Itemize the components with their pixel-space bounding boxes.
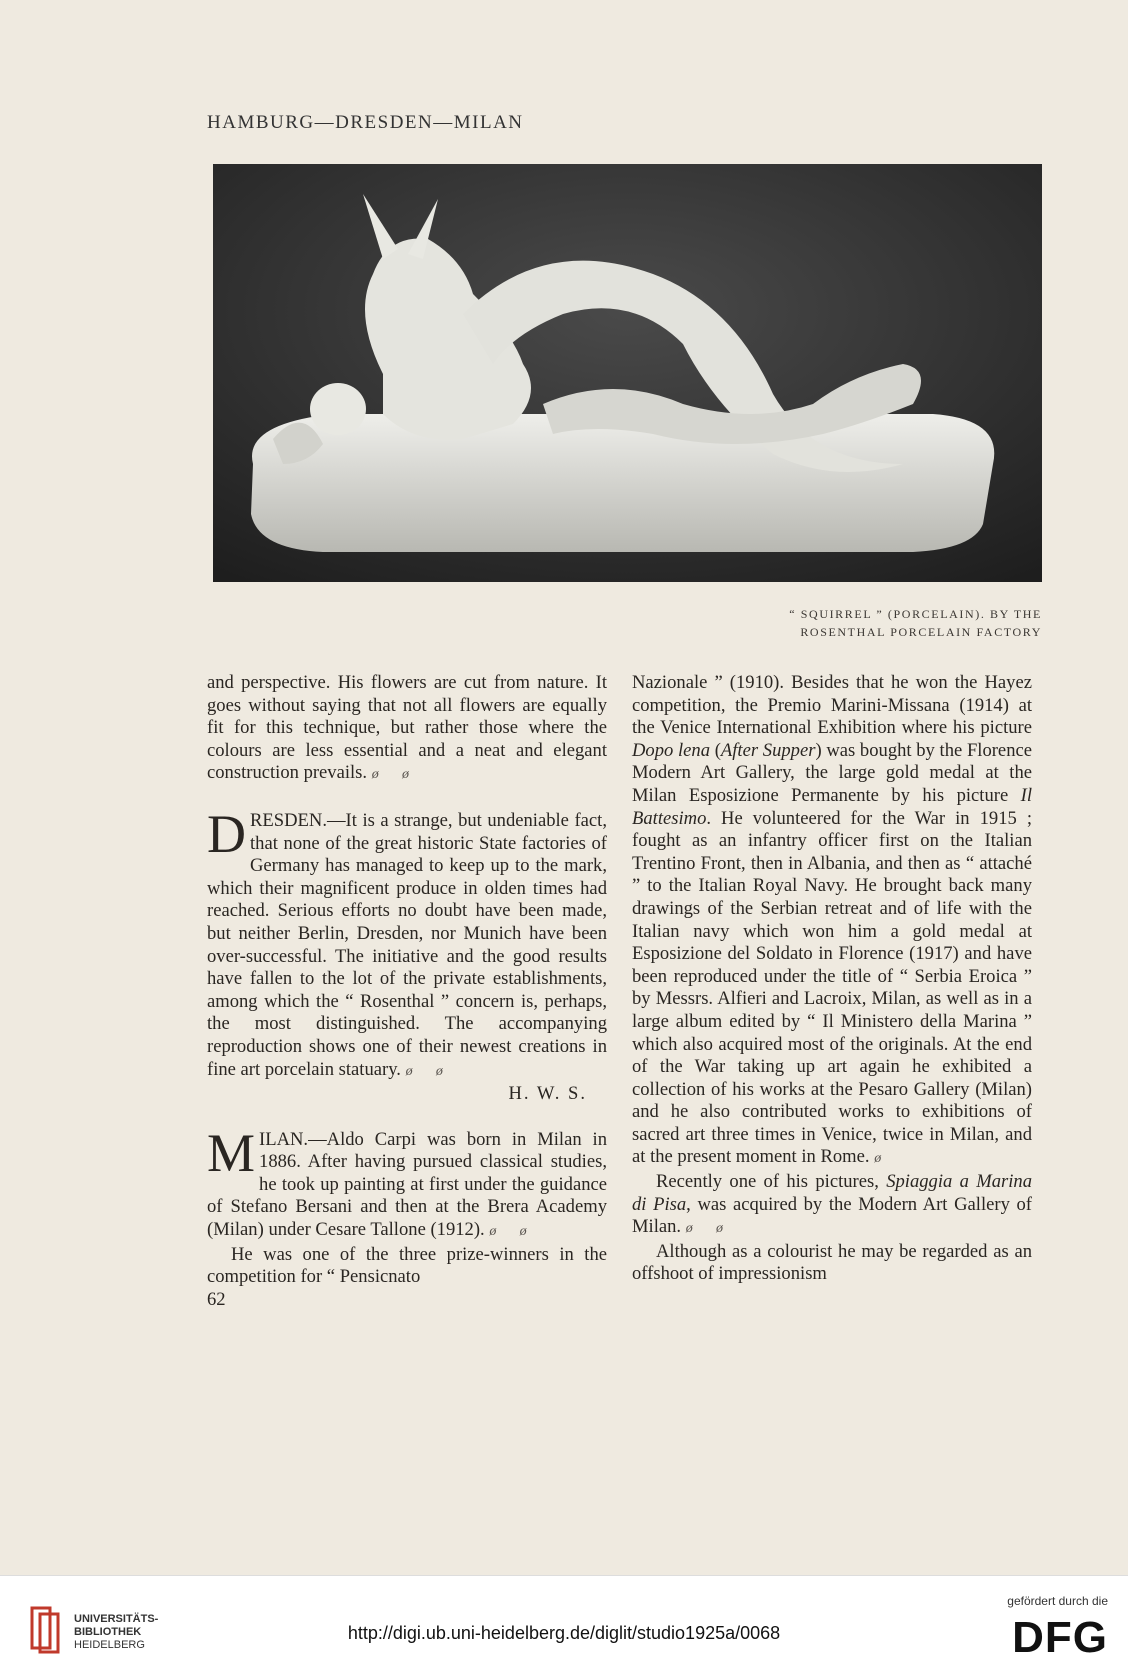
dresden-section xyxy=(207,803,607,1083)
library-name-line: UNIVERSITÄTS- xyxy=(74,1613,159,1625)
ornament-leaf: ø xyxy=(435,1063,443,1079)
ornament-leaf: ø xyxy=(371,767,379,783)
figure-caption xyxy=(789,605,1042,641)
right-column xyxy=(632,672,1032,1286)
paragraph xyxy=(207,672,607,787)
paragraph-text: ) was bought by the Florence Modern Art Gallery, the large gold medal at the Milan Esposizione Permanente by his picture xyxy=(632,739,1032,806)
ornament-leaf: ø xyxy=(874,1151,882,1167)
squirrel-porcelain-photo xyxy=(213,164,1042,582)
drop-cap: M xyxy=(207,1122,256,1183)
running-header: HAMBURG—DRESDEN—MILAN xyxy=(207,112,524,133)
paragraph: He was one of the three prize-winners in the competition for “ Pensicnato xyxy=(207,1243,607,1288)
left-column xyxy=(207,672,607,1311)
ornament-leaf: ø xyxy=(685,1221,693,1237)
page-number: 62 xyxy=(207,1288,226,1310)
dfg-logo: DFG xyxy=(1012,1613,1108,1662)
paragraph-text: ( xyxy=(710,739,721,761)
ornament-leaf: ø xyxy=(401,767,409,783)
squirrel-figure-illustration xyxy=(213,164,1042,582)
artwork-title: After Supper xyxy=(720,739,816,761)
paragraph: Although as a colourist he may be regarded as an offshoot of impressionism xyxy=(632,1240,1032,1285)
artwork-title: Spiaggia a Marina di Pisa xyxy=(632,1171,1032,1215)
paragraph-text: and perspective. His flowers are cut from nature. It goes without saying that not all flowers are equally fit for this technique, but rather those where the colours are less essential and a neat and elegant construction prevails. xyxy=(207,672,607,784)
library-name-line: BIBLIOTHEK xyxy=(74,1626,142,1638)
funding-label: gefördert durch die xyxy=(1007,1594,1108,1608)
permalink-url[interactable]: http://digi.ub.uni-heidelberg.de/diglit/studio1925a/0068 xyxy=(347,1623,781,1643)
caption-line: “ SQUIRREL ” (PORCELAIN). BY THE xyxy=(789,607,1042,621)
paragraph-text: RESDEN.—It is a strange, but undeniable fact, that none of the great historic State factories of Germany has managed to keep up to the mark, which their magnificent produce in olden times had reached. Serious efforts no doubt have been made, but neither Berlin, Dresden, nor Munich have been over-successful. The initiative and the good results have fallen to the lot of the private establishments, among which the “ Rosenthal ” concern is, perhaps, the most distinguished. The accompanying reproduction shows one of their newest creations in fine art porcelain statuary. xyxy=(207,809,607,1080)
paragraph-text: , was acquired by the Modern Art Gallery of Milan. xyxy=(632,1193,1032,1238)
ornament-leaf: ø xyxy=(519,1224,527,1240)
ornament-leaf: ø xyxy=(405,1063,413,1079)
paragraph xyxy=(632,672,1032,1171)
paragraph-text: Nazionale ” (1910). Besides that he won the Hayez competition, the Premio Marini-Missana (1914) at the Venice International Exhibition where his picture xyxy=(632,672,1032,739)
paragraph-text: Recently one of his pictures, xyxy=(656,1171,887,1193)
drop-cap: D xyxy=(207,803,246,864)
paragraph xyxy=(632,1171,1032,1241)
milan-section xyxy=(207,1122,607,1244)
digitization-footer xyxy=(0,1575,1128,1679)
paragraph-text: ILAN.—Aldo Carpi was born in Milan in 1886. After having pursued classical studies, he took up painting at first under the guidance of Stefano Bersani and then at the Brera Academy (Milan) under Cesare Tallone (1912). xyxy=(207,1128,607,1241)
ornament-leaf: ø xyxy=(715,1221,723,1237)
author-signature: H. W. S. xyxy=(508,1083,587,1105)
artwork-title: Il Battesimo xyxy=(632,784,1032,829)
library-name-line: HEIDELBERG xyxy=(74,1639,145,1651)
artwork-title: Dopo lena xyxy=(632,739,711,761)
paragraph-text: . He volunteered for the War in 1915 ; fought as an infantry officer first on the Italian Trentino Front, then in Albania, and then as “ attaché ” to the Italian Royal Navy. He brought back many drawings of the Serbian retreat and of life with the Italian navy which won him a gold medal at Esposizione del Soldato in Florence (1917) and have been reproduced under the title of “ Serbia Eroica ” by Messrs. Alfieri and Lacroix, Milan, as well as in a large album edited by “ Il Ministero della Marina ” which also acquired most of the originals. At the end of the War taking up art again he exhibited a collection of his works at the Pesaro Gallery (Milan) and he also contributed works to exhibitions of sacred art three times in Venice, twice in Milan, and at the present moment in Rome. xyxy=(632,807,1032,1168)
caption-line: ROSENTHAL PORCELAIN FACTORY xyxy=(800,625,1042,639)
ornament-leaf: ø xyxy=(489,1224,497,1240)
